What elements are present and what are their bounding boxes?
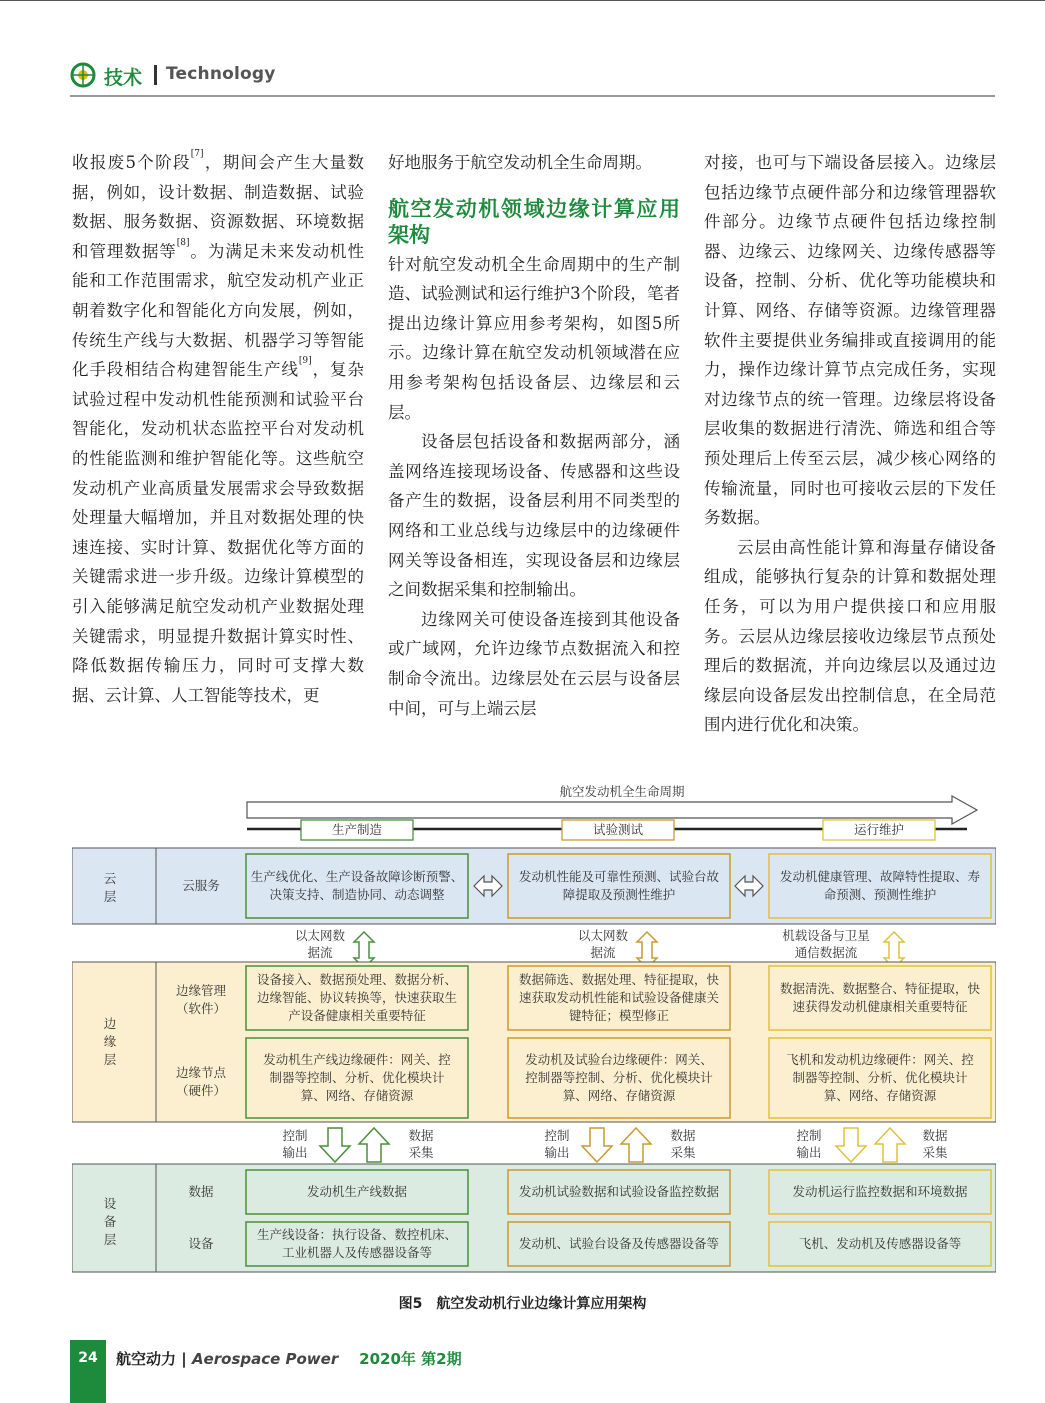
link-label: 以太网数据流 bbox=[294, 928, 345, 960]
link-label: 以太网数据流 bbox=[577, 928, 628, 960]
journal-name: 航空动力 bbox=[116, 1350, 177, 1368]
text-column-2 bbox=[388, 148, 680, 723]
section-label-en: Technology bbox=[166, 64, 276, 84]
paragraph: 针对航空发动机全生命周期中的生产制造、试验测试和运行维护3个阶段，笔者提出边缘计算应用参考架构，如图5所示。边缘计算在航空发动机领域潜在应用参考架构包括设备层、边缘层和云层。 bbox=[388, 254, 680, 422]
edge-mgmt-box: 数据清洗、数据整合、特征提取，快速获得发动机健康相关重要特征 bbox=[779, 981, 980, 1014]
control-output-label: 控制输出 bbox=[796, 1128, 822, 1160]
data-collect-label: 数据采集 bbox=[922, 1128, 948, 1160]
figure-caption: 图5 航空发动机行业边缘计算应用架构 bbox=[398, 1296, 647, 1312]
architecture-diagram bbox=[72, 782, 996, 1274]
device-data-box: 发动机试验数据和试验设备监控数据 bbox=[518, 1184, 719, 1199]
edge-mgmt-box: 设备接入、数据预处理、数据分析、边缘智能、协议转换等，快速获取生产设备健康相关重要特征 bbox=[256, 972, 457, 1023]
citation: [8] bbox=[176, 237, 190, 248]
paragraph: 边缘网关可使设备连接到其他设备或广域网，允许边缘节点数据流入和控制命令流出。边缘层处在云层与设备层中间，可与上端云层 bbox=[388, 609, 680, 718]
paragraph: 云层由高性能计算和海量存储设备组成，能够执行复杂的计算和数据处理任务，可以为用户提供接口和应用服务。云层从边缘层接收边缘层节点预处理后的数据流，并向边缘层以及通过边缘层向设备层发出控制信息，在全局范围内进行优化和决策。 bbox=[704, 537, 996, 735]
device-box: 飞机、发动机及传感器设备等 bbox=[798, 1236, 962, 1251]
edge-mgmt-label: 边缘管理（软件） bbox=[175, 983, 226, 1016]
cloud-box: 生产线优化、生产设备故障诊断预警、决策支持、制造协同、动态调整 bbox=[250, 869, 464, 902]
paragraph: 收报废5个阶段[7]，期间会产生大量数据，例如，设计数据、制造数据、试验数据、服务数据、资源数据、环境数据和管理数据等[8]。为满足未来发动机性能和工作范围需求，航空发动机产业正朝着数字化和智能化方向发展，例如，传统生产线与大数据、机器学习等智能化手段相结合构建智能生产线[9]，复杂试验过程中发动机性能预测和试验平台智能化，发动机状态监控平台对发动机的性能监测和维护智能化等。这些航空发动机产业高质量发展需求会导致数据处理量大幅增加，并且对数据处理的快速连接、实时计算、数据优化等方面的关键需求进一步升级。边缘计算模型的引入能够满足航空发动机产业数据处理关键需求，明显提升数据计算实时性、降低数据传输压力，同时可支撑大数据、云计算、人工智能等技术，更 bbox=[72, 149, 364, 705]
header-divider bbox=[154, 65, 157, 85]
citation: [7] bbox=[190, 149, 204, 159]
citation: [9] bbox=[298, 356, 312, 367]
page-header bbox=[70, 60, 995, 94]
link-label: 机载设备与卫星通信数据流 bbox=[782, 928, 870, 960]
edge-mgmt-box: 数据筛选、数据处理、特征提取，快速获取发动机性能和试验设备健康关键特征；模型修正 bbox=[518, 972, 719, 1023]
issue-label: 2020年 第2期 bbox=[359, 1350, 462, 1368]
device-dev-label: 设备 bbox=[188, 1236, 214, 1251]
cloud-layer-label: 云层 bbox=[103, 871, 117, 904]
lifecycle-label: 航空发动机全生命周期 bbox=[559, 784, 685, 799]
edge-node-box: 发动机生产线边缘硬件：网关、控制器等控制、分析、优化模块计算、网络、存储资源 bbox=[263, 1052, 451, 1103]
phase-label: 运行维护 bbox=[853, 822, 904, 837]
header-rule bbox=[70, 95, 995, 97]
journal-logo-icon bbox=[70, 62, 96, 88]
data-collect-label: 数据采集 bbox=[408, 1128, 434, 1160]
data-collect-label: 数据采集 bbox=[670, 1128, 696, 1160]
device-data-box: 发动机生产线数据 bbox=[306, 1184, 407, 1199]
device-box: 发动机、试验台设备及传感器设备等 bbox=[518, 1236, 719, 1251]
cloud-box: 发动机健康管理、故障特性提取、寿命预测、预测性维护 bbox=[779, 869, 980, 902]
section-label: 技术 bbox=[104, 67, 143, 89]
paragraph: 好地服务于航空发动机全生命周期。 bbox=[388, 153, 652, 172]
cloud-service-label: 云服务 bbox=[182, 878, 220, 893]
footer-journal bbox=[116, 1348, 462, 1369]
footer-divider: | bbox=[181, 1350, 192, 1368]
edge-layer-label: 边缘层 bbox=[103, 1016, 117, 1067]
device-layer-label: 设备层 bbox=[103, 1196, 117, 1247]
edge-node-box: 发动机及试验台边缘硬件：网关、控制器等控制、分析、优化模块计算、网络、存储资源 bbox=[525, 1052, 713, 1103]
page-number: 24 bbox=[78, 1350, 98, 1366]
control-output-label: 控制输出 bbox=[544, 1128, 570, 1160]
control-output-label: 控制输出 bbox=[282, 1128, 308, 1160]
text-column-1 bbox=[72, 148, 364, 710]
paragraph: 设备层包括设备和数据两部分，涵盖网络连接现场设备、传感器和这些设备产生的数据，设备层利用不同类型的网络和工业总线与边缘层中的边缘硬件网关等设备相连，实现设备层和边缘层之间数据采集和控制输出。 bbox=[388, 432, 680, 600]
edge-node-box: 飞机和发动机边缘硬件：网关、控制器等控制、分析、优化模块计算、网络、存储资源 bbox=[786, 1052, 974, 1103]
top-border bbox=[0, 0, 1045, 1]
device-data-box: 发动机运行监控数据和环境数据 bbox=[792, 1184, 968, 1199]
section-heading: 航空发动机领域边缘计算应用架构 bbox=[388, 196, 680, 247]
device-box: 生产线设备：执行设备、数控机床、工业机器人及传感器设备等 bbox=[256, 1227, 457, 1260]
paragraph: 对接，也可与下端设备层接入。边缘层包括边缘节点硬件部分和边缘管理器软件部分。边缘节点硬件包括边缘控制器、边缘云、边缘网关、边缘传感器等设备，控制、分析、优化等功能模块和计算、网络、存储等资源。边缘管理器软件主要提供业务编排或直接调用的能力，操作边缘计算节点完成任务，实现对边缘节点的统一管理。边缘层将设备层收集的数据进行清洗、筛选和组合等预处理后上传至云层，减少核心网络的传输流量，同时也可接收云层的下发任务数据。 bbox=[704, 153, 996, 528]
phase-label: 生产制造 bbox=[331, 822, 382, 837]
edge-node-label: 边缘节点（硬件） bbox=[175, 1065, 226, 1098]
cloud-box: 发动机性能及可靠性预测、试验台故障提取及预测性维护 bbox=[518, 869, 719, 902]
journal-name-en: Aerospace Power bbox=[191, 1350, 339, 1368]
text-column-3 bbox=[704, 148, 996, 740]
phase-label: 试验测试 bbox=[592, 822, 643, 837]
device-data-label: 数据 bbox=[188, 1184, 214, 1199]
